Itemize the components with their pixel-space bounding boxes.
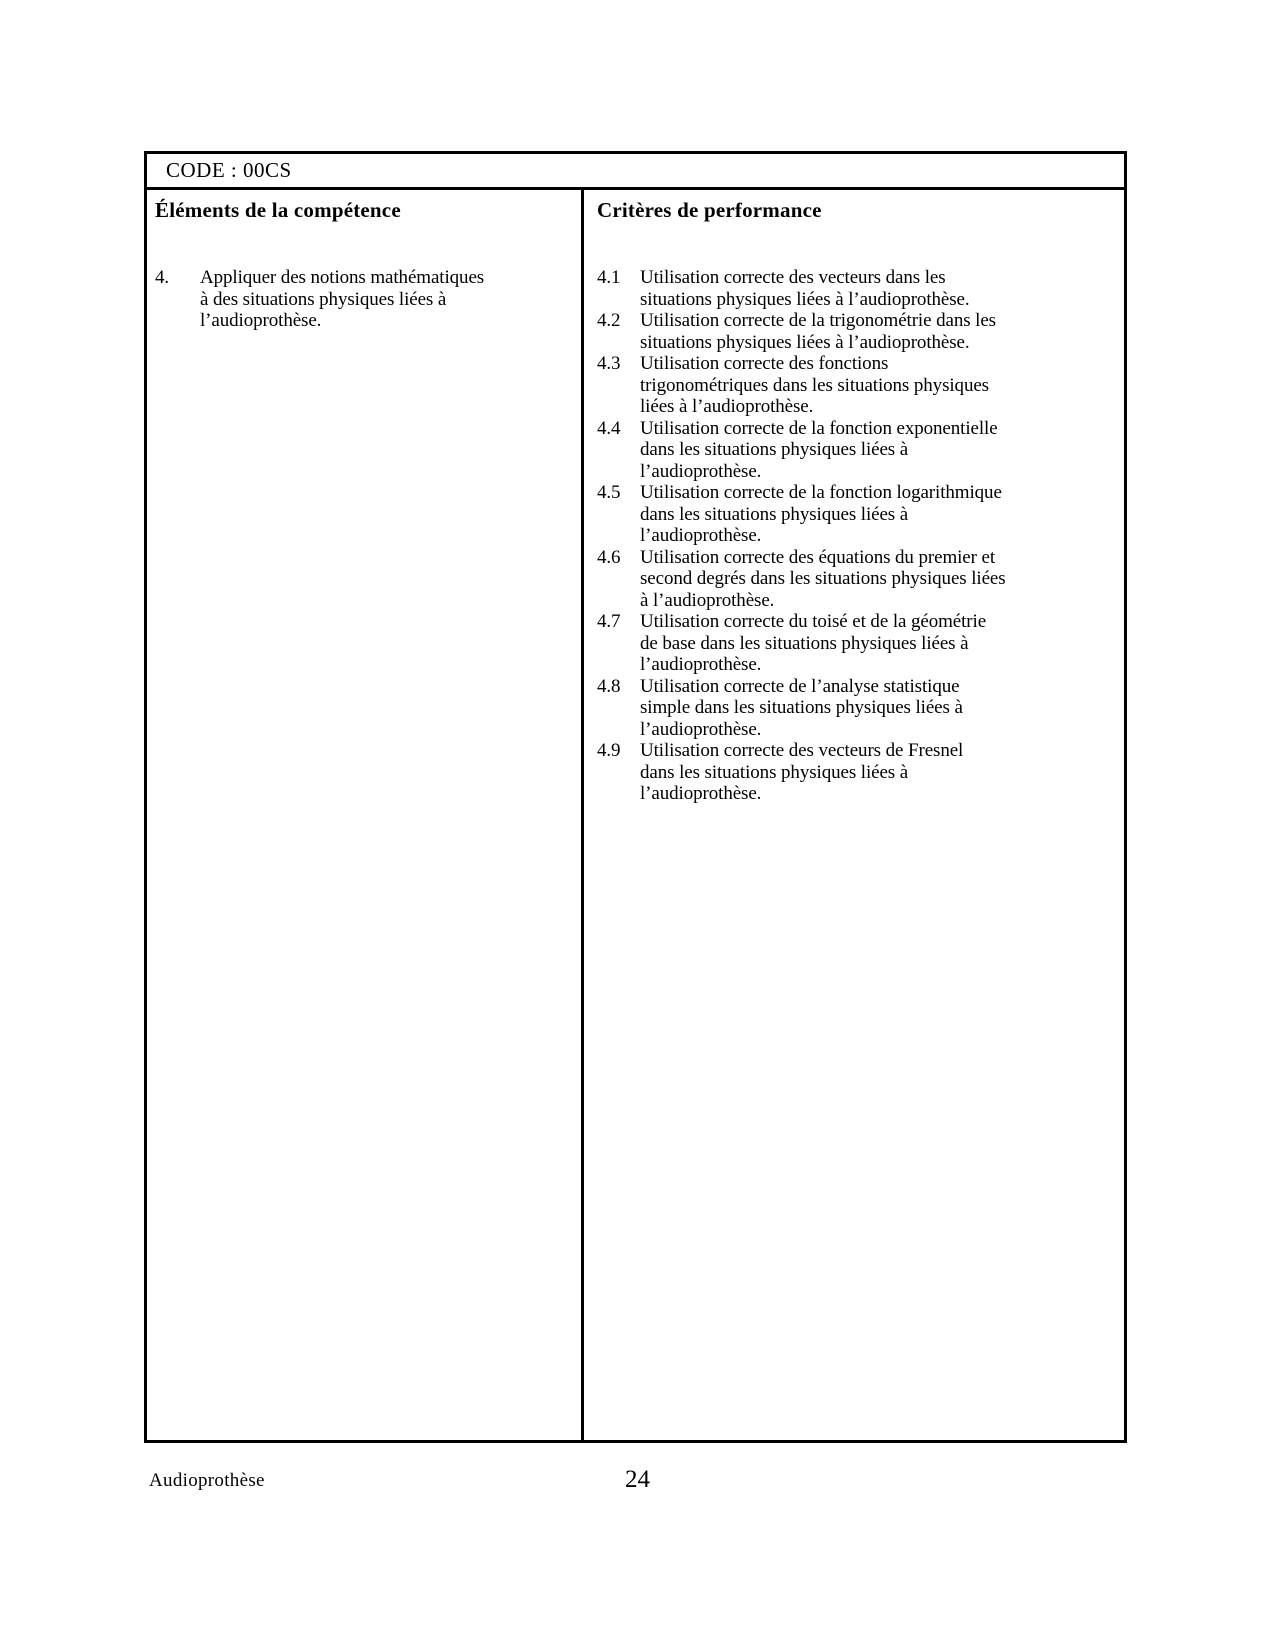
criterion-number: 4.6 bbox=[597, 546, 621, 568]
criterion-text-line: Utilisation correcte de la fonction exponentielle bbox=[640, 417, 998, 439]
competency-table bbox=[144, 151, 1127, 1443]
criterion-text-line: situations physiques liées à l’audioprothèse. bbox=[640, 288, 970, 310]
footer-document-title: Audioprothèse bbox=[149, 1470, 265, 1491]
criterion-item bbox=[597, 418, 1124, 483]
criterion-text-line: Utilisation correcte des équations du premier et bbox=[640, 546, 996, 568]
criterion-text bbox=[640, 547, 1006, 612]
criterion-text bbox=[640, 611, 986, 676]
elements-column-header: Éléments de la compétence bbox=[155, 198, 401, 222]
criteria-column bbox=[584, 190, 1124, 1440]
criterion-item bbox=[597, 547, 1124, 612]
criterion-text-line: l’audioprothèse. bbox=[640, 460, 762, 482]
criterion-text-line: Utilisation correcte des fonctions bbox=[640, 353, 889, 374]
criterion-item bbox=[597, 267, 1124, 310]
criterion-text-line: Utilisation correcte des vecteurs dans les bbox=[640, 267, 946, 288]
element-text-line: Appliquer des notions mathématiques bbox=[200, 267, 485, 288]
element-text bbox=[200, 267, 484, 332]
criterion-item bbox=[597, 611, 1124, 676]
criterion-text-line: dans les situations physiques liées à bbox=[640, 761, 909, 783]
criterion-text-line: liées à l’audioprothèse. bbox=[640, 396, 814, 417]
criterion-text-line: Utilisation correcte de l’analyse statistique bbox=[640, 675, 960, 697]
element-text-line: l’audioprothèse. bbox=[200, 310, 322, 331]
criterion-text bbox=[640, 353, 989, 418]
criterion-text-line: l’audioprothèse. bbox=[640, 525, 762, 546]
criterion-text-line: trigonométriques dans les situations physiques bbox=[640, 374, 989, 396]
criterion-number: 4.1 bbox=[597, 267, 621, 288]
criterion-text-line: à l’audioprothèse. bbox=[640, 589, 775, 611]
criterion-text-line: situations physiques liées à l’audioprothèse. bbox=[640, 331, 970, 353]
criterion-text bbox=[640, 740, 963, 805]
criterion-text-line: Utilisation correcte de la fonction logarithmique bbox=[640, 482, 1002, 503]
criterion-number: 4.7 bbox=[597, 611, 621, 632]
elements-list bbox=[155, 267, 581, 332]
criterion-item bbox=[597, 310, 1124, 353]
criterion-text-line: simple dans les situations physiques liées à bbox=[640, 697, 963, 718]
criterion-text-line: Utilisation correcte de la trigonométrie dans les bbox=[640, 310, 996, 331]
criterion-text bbox=[640, 267, 970, 310]
table-body-row bbox=[147, 190, 1124, 1440]
criterion-text-line: de base dans les situations physiques liées à bbox=[640, 632, 969, 654]
criterion-item bbox=[597, 740, 1124, 805]
criterion-number: 4.8 bbox=[597, 675, 621, 697]
criterion-text-line: dans les situations physiques liées à bbox=[640, 503, 909, 525]
criteria-list bbox=[597, 267, 1124, 805]
criterion-text bbox=[640, 482, 1002, 547]
criterion-text-line: l’audioprothèse. bbox=[640, 783, 762, 804]
criterion-text bbox=[640, 418, 998, 483]
code-header-row bbox=[147, 154, 1124, 190]
criterion-item bbox=[597, 353, 1124, 418]
criterion-number: 4.4 bbox=[597, 417, 621, 439]
criterion-text-line: dans les situations physiques liées à bbox=[640, 439, 909, 460]
criterion-item bbox=[597, 482, 1124, 547]
criterion-number: 4.2 bbox=[597, 310, 621, 331]
element-text-line: à des situations physiques liées à bbox=[200, 288, 447, 310]
criterion-text-line: Utilisation correcte des vecteurs de Fresnel bbox=[640, 740, 964, 761]
criterion-text bbox=[640, 310, 996, 353]
criterion-number: 4.9 bbox=[597, 740, 621, 761]
element-item bbox=[155, 267, 581, 332]
criterion-text-line: Utilisation correcte du toisé et de la géométrie bbox=[640, 611, 987, 632]
criterion-text-line: second degrés dans les situations physiques liées bbox=[640, 568, 1006, 589]
elements-column bbox=[147, 190, 584, 1440]
footer-page-number: 24 bbox=[625, 1466, 650, 1493]
criterion-text-line: l’audioprothèse. bbox=[640, 718, 762, 740]
element-number: 4. bbox=[155, 267, 170, 288]
code-label: CODE : 00CS bbox=[166, 158, 292, 182]
criterion-text-line: l’audioprothèse. bbox=[640, 654, 762, 675]
criterion-number: 4.5 bbox=[597, 482, 621, 503]
criterion-text bbox=[640, 676, 963, 741]
criterion-item bbox=[597, 676, 1124, 741]
criteria-column-header: Critères de performance bbox=[597, 198, 822, 222]
criterion-number: 4.3 bbox=[597, 353, 621, 374]
